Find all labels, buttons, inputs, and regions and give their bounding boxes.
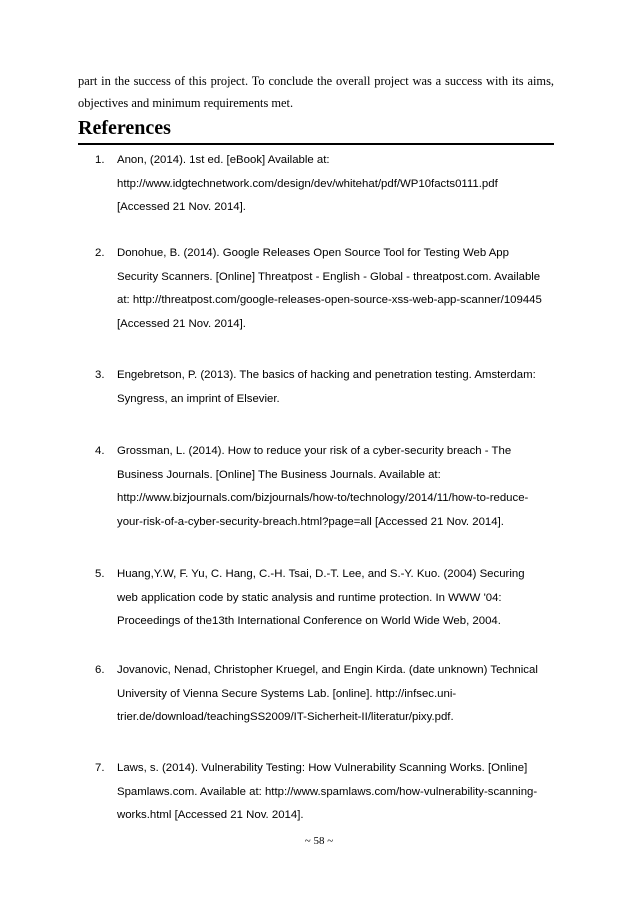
intro-line: part in the success of this project. To conclude the overall project was a success with its aims, xyxy=(78,74,554,88)
reference-line: [Accessed 21 Nov. 2014]. xyxy=(117,317,246,330)
reference-line: Proceedings of the13th International Conference on World Wide Web, 2004. xyxy=(117,615,501,627)
intro-line: objectives and minimum requirements met. xyxy=(78,96,294,110)
reference-line: Grossman, L. (2014). How to reduce your risk of a cyber-security breach - The xyxy=(117,445,512,457)
reference-line: Syngress, an imprint of Elsevier. xyxy=(117,392,280,405)
reference-line: http://www.idgtechnetwork.com/design/dev/whitehat/pdf/WP10facts0111.pdf xyxy=(117,177,498,190)
reference-item xyxy=(95,242,555,336)
reference-item xyxy=(95,757,555,828)
reference-item xyxy=(95,440,555,534)
reference-item xyxy=(95,364,555,411)
reference-number: 5. xyxy=(95,568,105,580)
reference-line: web application code by static analysis and runtime protection. In WWW '04: xyxy=(117,591,502,604)
reference-line: Jovanovic, Nenad, Christopher Kruegel, and Engin Kirda. (date unknown) Technical xyxy=(117,664,538,676)
intro-paragraph xyxy=(78,70,554,114)
reference-item xyxy=(95,563,555,634)
reference-line: [Accessed 21 Nov. 2014]. xyxy=(117,201,246,213)
reference-line: Engebretson, P. (2013). The basics of hacking and penetration testing. Amsterdam: xyxy=(117,369,536,381)
reference-number: 2. xyxy=(95,247,105,259)
reference-line: Spamlaws.com. Available at: http://www.spamlaws.com/how-vulnerability-scanning- xyxy=(117,785,538,798)
reference-line: trier.de/download/teachingSS2009/IT-Sicherheit-II/literatur/pixy.pdf. xyxy=(117,711,454,723)
reference-line: your-risk-of-a-cyber-security-breach.html?page=all [Accessed 21 Nov. 2014]. xyxy=(117,515,504,528)
reference-line: at: http://threatpost.com/google-releases-open-source-xss-web-app-scanner/109445 xyxy=(117,294,542,306)
reference-number: 7. xyxy=(95,762,105,774)
reference-line: Business Journals. [Online] The Business Journals. Available at: xyxy=(117,468,441,481)
references-heading: References xyxy=(78,113,554,145)
reference-number: 4. xyxy=(95,445,105,457)
reference-line: Security Scanners. [Online] Threatpost - English - Global - threatpost.com. Available xyxy=(117,270,541,283)
reference-item xyxy=(95,659,555,730)
page-number: ~ 58 ~ xyxy=(304,835,334,847)
reference-line: University of Vienna Secure Systems Lab. [online]. http://infsec.uni- xyxy=(117,687,457,700)
reference-number: 1. xyxy=(95,154,105,166)
reference-number: 6. xyxy=(95,664,105,676)
reference-line: Anon, (2014). 1st ed. [eBook] Available at: xyxy=(117,154,330,166)
reference-number: 3. xyxy=(95,369,105,381)
reference-item xyxy=(95,149,555,220)
reference-line: Huang,Y.W, F. Yu, C. Hang, C.-H. Tsai, D.-T. Lee, and S.-Y. Kuo. (2004) Securing xyxy=(117,568,525,580)
reference-line: works.html [Accessed 21 Nov. 2014]. xyxy=(117,809,304,821)
reference-line: Laws, s. (2014). Vulnerability Testing: How Vulnerability Scanning Works. [Online] xyxy=(117,762,528,774)
reference-line: http://www.bizjournals.com/bizjournals/how-to/technology/2014/11/how-to-reduce- xyxy=(117,492,529,504)
reference-line: Donohue, B. (2014). Google Releases Open Source Tool for Testing Web App xyxy=(117,247,509,259)
